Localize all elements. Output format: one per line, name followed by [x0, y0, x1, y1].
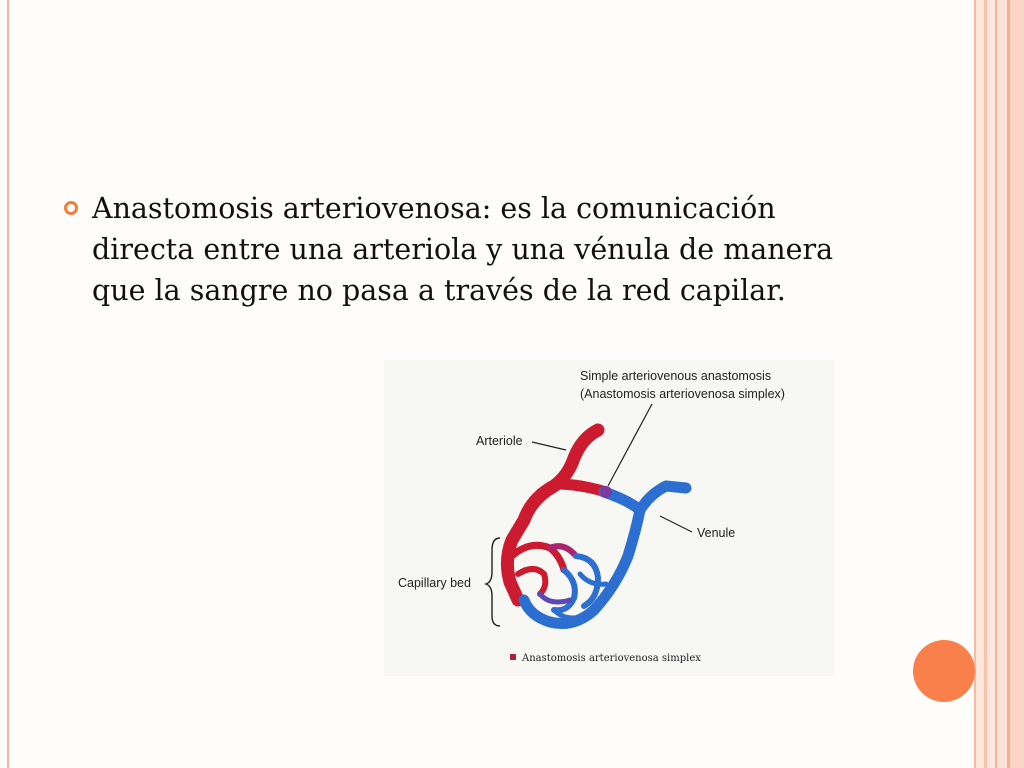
bullet-text: Anastomosis arteriovenosa: es la comunicación directa entre una arteriola y una vénula de manera que la sangre no pasa a través de la red capilar. — [92, 192, 834, 307]
figure-caption: Anastomosis arteriovenosa simplex — [522, 653, 701, 664]
left-border-line — [7, 0, 9, 768]
ring-bullet-icon — [64, 201, 78, 215]
arteriole-label: Arteriole — [476, 434, 523, 448]
arteriole-leader-line — [532, 442, 566, 450]
capillary-bed-brace — [486, 538, 500, 626]
figure-title-line2: (Anastomosis arteriovenosa simplex) — [580, 387, 785, 401]
venule-leader-line — [660, 516, 692, 532]
decorative-orange-circle — [913, 640, 975, 702]
capillary-bed-label: Capillary bed — [398, 576, 471, 590]
bullet-item — [62, 188, 862, 311]
caption-square-icon — [510, 654, 516, 660]
figure-title-line1: Simple arteriovenous anastomosis — [580, 369, 772, 383]
venule-label: Venule — [697, 526, 736, 540]
anastomosis-pointer-line — [608, 404, 652, 486]
right-decorative-stripes — [974, 0, 1024, 768]
anastomosis-diagram — [384, 360, 834, 676]
